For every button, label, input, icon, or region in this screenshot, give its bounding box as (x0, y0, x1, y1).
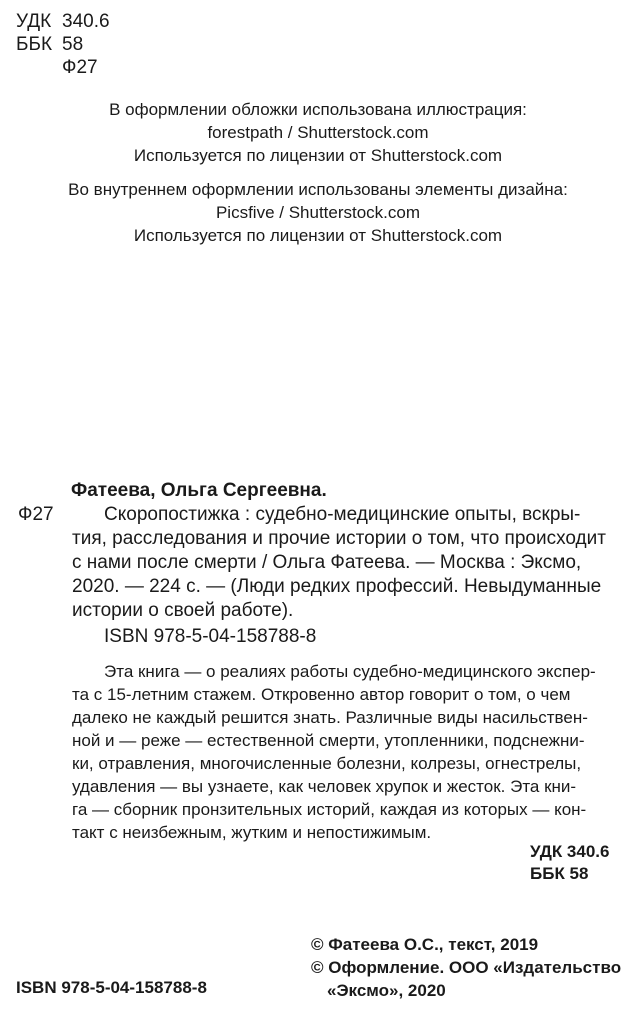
interior-credit-line: Используется по лицензии от Shutterstock.com (133, 226, 503, 245)
annotation-line: ной и — реже — естественной смерти, утопленники, подснежни- (72, 731, 585, 750)
catalog-description (72, 503, 620, 623)
udk-top-label: УДК (16, 11, 52, 32)
catalog-isbn: ISBN 978-5-04-158788-8 (104, 626, 317, 647)
annotation-line: ки, отравления, многочисленные болезни, колрезы, огнестрелы, (72, 754, 582, 773)
cover-credit-line: Используется по лицензии от Shutterstock.com (133, 146, 503, 165)
catalog-author: Фатеева, Ольга Сергеевна. (71, 480, 327, 501)
udk-bottom: УДК 340.6 (530, 842, 610, 861)
catalog-description-line: истории о своей работе). (72, 600, 294, 621)
copyright (311, 933, 621, 1002)
udk-top-value: 340.6 (62, 11, 110, 32)
annotation-line: такт с неизбежным, жутким и непостижимым. (72, 823, 432, 842)
annotation-line: Эта книга — о реалиях работы судебно-медицинского экспер- (104, 662, 596, 681)
copyright-line: © Оформление. ООО «Издательство (311, 958, 622, 977)
catalog-description-line: с нами после смерти / Ольга Фатеева. — Москва : Эксмо, (72, 552, 582, 573)
annotation-line: га — сборник пронзительных историй, каждая из которых — кон- (72, 800, 587, 819)
catalog-author-mark: Ф27 (18, 504, 54, 525)
cover-credit (0, 98, 636, 167)
author-mark-top: Ф27 (62, 57, 98, 78)
annotation-line: далеко не каждый решится знать. Различные виды насильствен- (72, 708, 588, 727)
interior-credit (0, 178, 636, 247)
catalog-description-line: тия, расследования и прочие истории о том, что происходит (72, 528, 606, 549)
interior-credit-line: Во внутреннем оформлении использованы элементы дизайна: (68, 180, 568, 199)
footer-isbn: ISBN 978-5-04-158788-8 (16, 978, 207, 997)
interior-credit-line: Picsfive / Shutterstock.com (215, 203, 421, 222)
cover-credit-line: В оформлении обложки использована иллюстрация: (109, 100, 527, 119)
cover-credit-line: forestpath / Shutterstock.com (207, 123, 429, 142)
catalog-description-line: Скоропостижка : судебно-медицинские опыты, вскры- (104, 504, 581, 525)
catalog-description-line: 2020. — 224 с. — (Люди редких профессий. Невыдуманные (72, 576, 602, 597)
bbk-top-label: ББК (16, 34, 53, 55)
copyright-line: «Эксмо», 2020 (327, 981, 446, 1000)
annotation-line: удавления — вы узнаете, как человек хрупок и жесток. Эта кни- (72, 777, 577, 796)
bbk-bottom: ББК 58 (530, 864, 589, 883)
copyright-line: © Фатеева О.С., текст, 2019 (311, 935, 539, 954)
annotation (72, 660, 620, 844)
annotation-line: та с 15-летним стажем. Откровенно автор говорит о том, о чем (72, 685, 571, 704)
bbk-top-value: 58 (62, 34, 84, 55)
